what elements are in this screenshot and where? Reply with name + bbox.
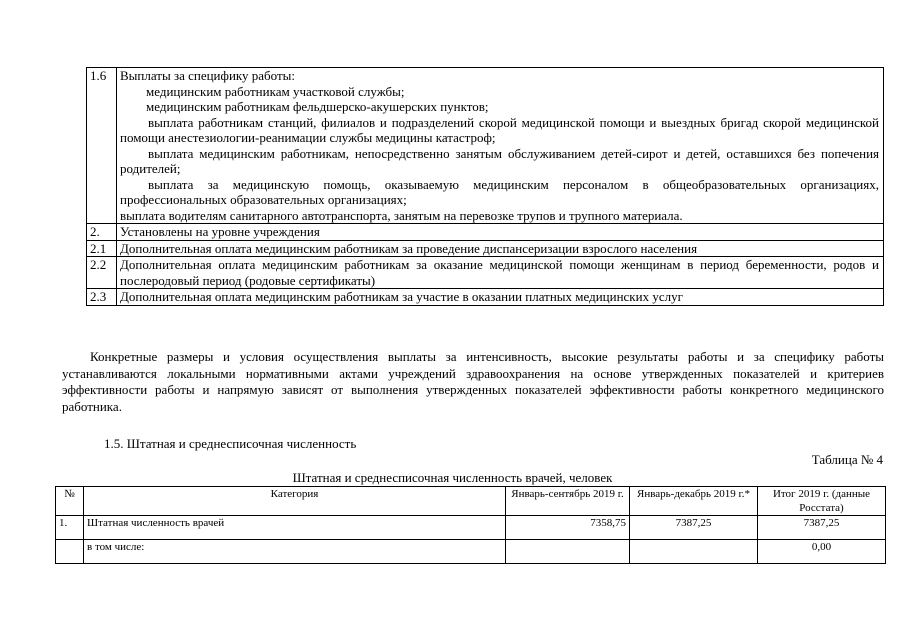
row-number: 2.2 bbox=[87, 257, 117, 289]
row-text: Дополнительная оплата медицинским работникам за проведение диспансеризации взрослого населения bbox=[117, 240, 884, 257]
column-header-category: Категория bbox=[84, 487, 506, 516]
payments-table bbox=[86, 67, 884, 306]
list-item: выплата работникам станций, филиалов и подразделений скорой медицинской помощи и выездных бригад скорой медицинской помощи анестезиологии-реанимации службы медицины катастроф; bbox=[120, 114, 879, 145]
table-row bbox=[87, 257, 884, 289]
list-item: выплата водителям санитарного автотранспорта, занятым на перевозке трупов и трупного материала. bbox=[120, 207, 683, 223]
table-row bbox=[87, 289, 884, 306]
row-number: 2. bbox=[87, 224, 117, 241]
column-header-number: № bbox=[56, 487, 84, 516]
body-paragraph: Конкретные размеры и условия осуществления выплаты за интенсивность, высокие результаты работы и за специфику работы устанавливаются локальными нормативными актами учреждений здравоохранения на основе утвержденных показателей и критериев эффективности работы и напрямую зависят от выполнения утвержденных показателей эффективности работы конкретного медицинского работника. bbox=[62, 349, 884, 414]
list-item: медицинским работникам фельдшерско-акушерских пунктов; bbox=[146, 99, 489, 114]
table-cell: 0,00 bbox=[758, 540, 886, 564]
table-cell bbox=[56, 540, 84, 564]
row-number: 2.3 bbox=[87, 289, 117, 306]
row-text: Дополнительная оплата медицинским работникам за оказание медицинской помощи женщинам в период беременности, родов и послеродовый период (родовые сертификаты) bbox=[117, 257, 884, 289]
list-item: выплата медицинским работникам, непосредственно занятым обслуживанием детей-сирот и детей, оставшихся без попечения родителей; bbox=[120, 145, 879, 176]
table-title: Штатная и среднесписочная численность врачей, человек bbox=[292, 470, 613, 485]
column-header-jan-dec: Январь-декабрь 2019 г.* bbox=[630, 487, 758, 516]
table-row bbox=[87, 240, 884, 257]
row-number: 2.1 bbox=[87, 240, 117, 257]
row-content bbox=[117, 68, 884, 224]
table-cell: 7387,25 bbox=[758, 516, 886, 540]
column-header-total: Итог 2019 г. (данные Росстата) bbox=[758, 487, 886, 516]
table-cell bbox=[630, 540, 758, 564]
table-row bbox=[87, 224, 884, 241]
row-text: Дополнительная оплата медицинским работникам за участие в оказании платных медицинских услуг bbox=[117, 289, 884, 306]
table-cell: 7358,75 bbox=[506, 516, 630, 540]
section-heading: 1.5. Штатная и среднесписочная численность bbox=[104, 436, 357, 451]
table-cell: 1. bbox=[56, 516, 84, 540]
table-row bbox=[87, 68, 884, 224]
row-number: 1.6 bbox=[87, 68, 117, 224]
list-item: медицинским работникам участковой службы; bbox=[146, 83, 405, 99]
table-number: Таблица № 4 bbox=[811, 452, 883, 467]
table-cell: в том числе: bbox=[84, 540, 506, 564]
list-item: выплата за медицинскую помощь, оказываемую медицинским персоналом в общеобразовательных организациях, профессиональных образовательных организациях; bbox=[120, 176, 879, 207]
table-row bbox=[56, 516, 886, 540]
table-cell: Штатная численность врачей bbox=[84, 516, 506, 540]
table-row bbox=[56, 540, 886, 564]
staffing-table bbox=[55, 486, 886, 564]
row-text: Установлены на уровне учреждения bbox=[117, 224, 884, 241]
row-title: Выплаты за специфику работы: bbox=[120, 68, 296, 83]
table-header-row bbox=[56, 487, 886, 516]
table-cell: 7387,25 bbox=[630, 516, 758, 540]
column-header-jan-sep: Январь-сентябрь 2019 г. bbox=[506, 487, 630, 516]
table-cell bbox=[506, 540, 630, 564]
